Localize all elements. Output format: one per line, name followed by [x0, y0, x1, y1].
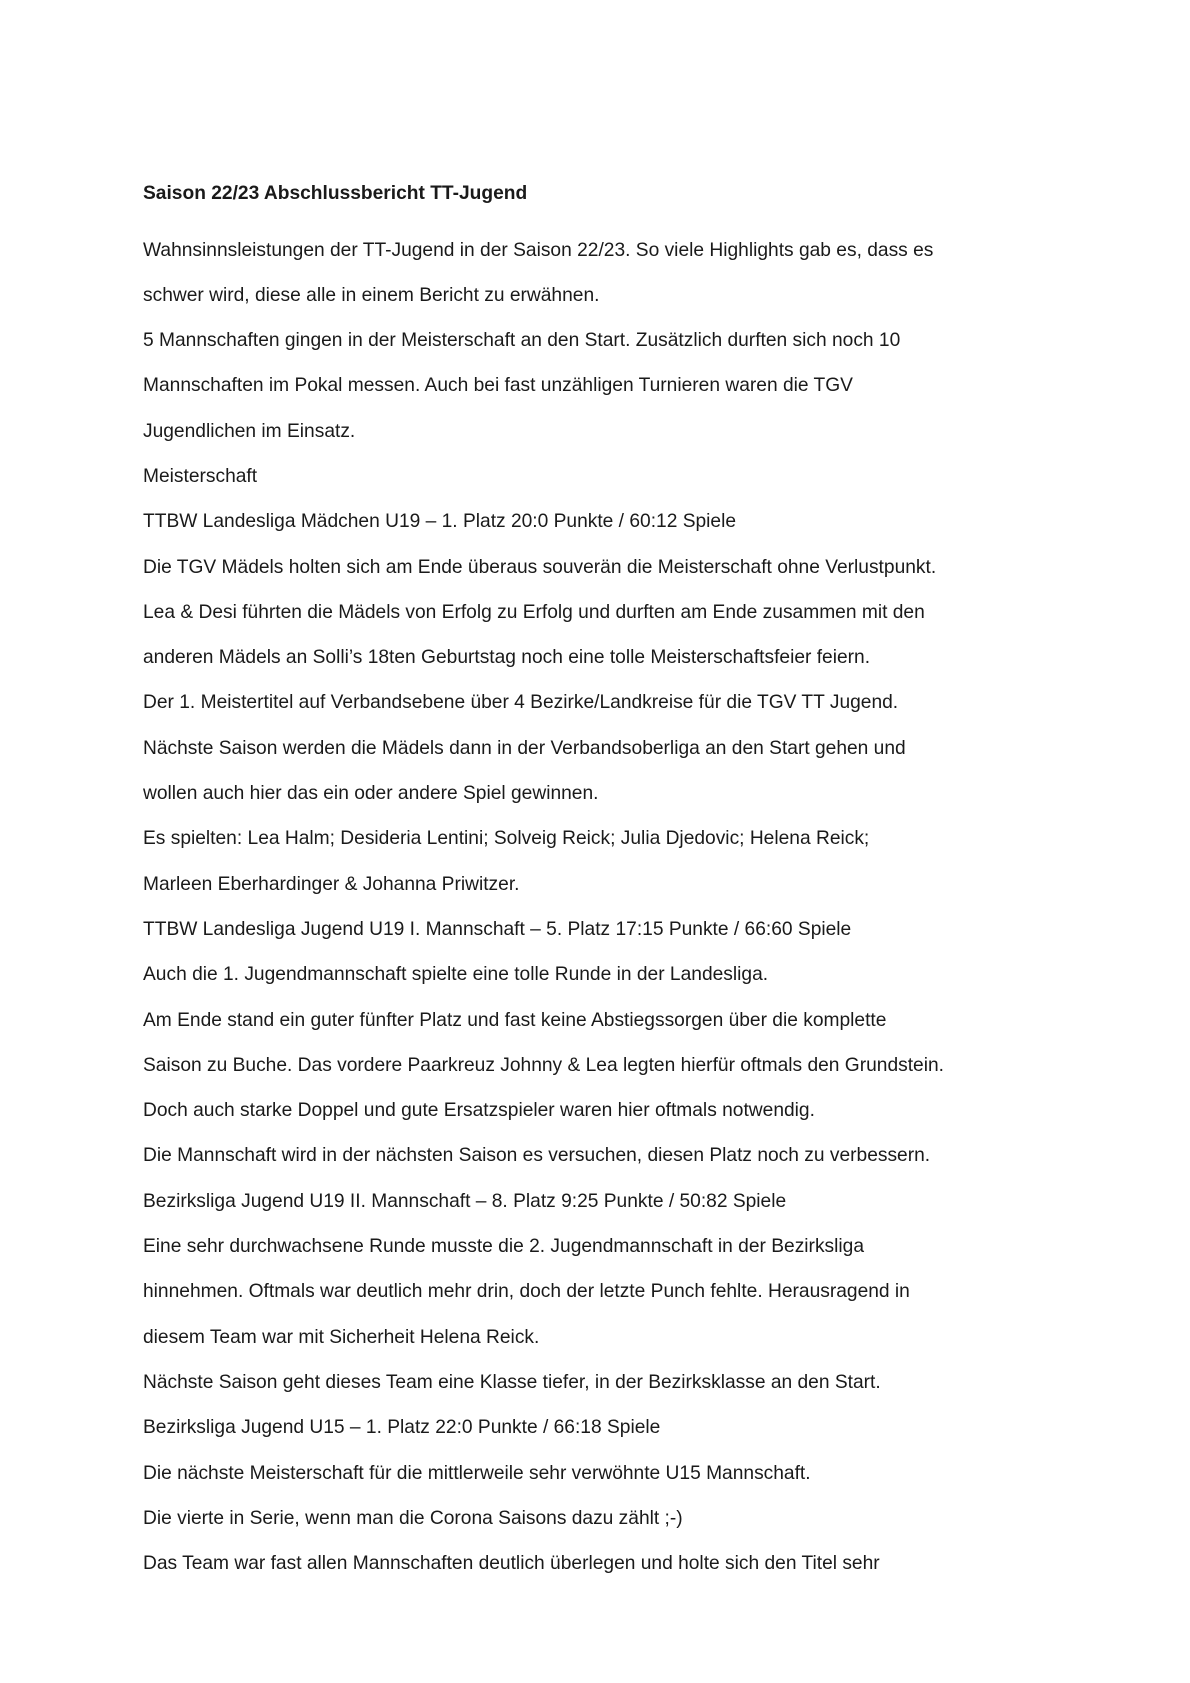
- text-line: diesem Team war mit Sicherheit Helena Reick.: [143, 1326, 540, 1348]
- text-line: Doch auch starke Doppel und gute Ersatzspieler waren hier oftmals notwendig.: [143, 1100, 815, 1122]
- text-line: Wahnsinnsleistungen der TT-Jugend in der Saison 22/23. So viele Highlights gab es, dass es: [143, 239, 934, 261]
- text-line: Nächste Saison geht dieses Team eine Klasse tiefer, in der Bezirksklasse an den Start.: [143, 1371, 881, 1393]
- text-line: Der 1. Meistertitel auf Verbandsebene über 4 Bezirke/Landkreise für die TGV TT Jugend.: [143, 692, 899, 714]
- text-line: Nächste Saison werden die Mädels dann in der Verbandsoberliga an den Start gehen und: [143, 737, 906, 759]
- section-heading-meisterschaft: Meisterschaft: [143, 465, 258, 487]
- team-result-heading: TTBW Landesliga Jugend U19 I. Mannschaft – 5. Platz 17:15 Punkte / 66:60 Spiele: [143, 918, 852, 940]
- team-result-heading: Bezirksliga Jugend U15 – 1. Platz 22:0 Punkte / 66:18 Spiele: [143, 1417, 661, 1439]
- text-line: Saison zu Buche. Das vordere Paarkreuz Johnny & Lea legten hierfür oftmals den Grundstein.: [143, 1054, 944, 1076]
- document-body: [143, 183, 1043, 1586]
- text-line: Die nächste Meisterschaft für die mittlerweile sehr verwöhnte U15 Mannschaft.: [143, 1462, 811, 1484]
- text-line: Auch die 1. Jugendmannschaft spielte eine tolle Runde in der Landesliga.: [143, 964, 769, 986]
- text-line: Am Ende stand ein guter fünfter Platz und fast keine Abstiegssorgen über die komplette: [143, 1009, 887, 1031]
- text-line: Jugendlichen im Einsatz.: [143, 420, 356, 442]
- team-result-heading: Bezirksliga Jugend U19 II. Mannschaft – 8. Platz 9:25 Punkte / 50:82 Spiele: [143, 1190, 787, 1212]
- text-line: Das Team war fast allen Mannschaften deutlich überlegen und holte sich den Titel sehr: [143, 1553, 880, 1575]
- players-line: Es spielten: Lea Halm; Desideria Lentini; Solveig Reick; Julia Djedovic; Helena Reick;: [143, 828, 870, 850]
- text-line: wollen auch hier das ein oder andere Spiel gewinnen.: [143, 783, 599, 805]
- team-result-heading: TTBW Landesliga Mädchen U19 – 1. Platz 20:0 Punkte / 60:12 Spiele: [143, 511, 737, 533]
- document-title: Saison 22/23 Abschlussbericht TT-Jugend: [143, 183, 528, 204]
- text-line: Mannschaften im Pokal messen. Auch bei fast unzähligen Turnieren waren die TGV: [143, 375, 853, 397]
- text-line: Eine sehr durchwachsene Runde musste die 2. Jugendmannschaft in der Bezirksliga: [143, 1236, 865, 1258]
- text-line: 5 Mannschaften gingen in der Meisterschaft an den Start. Zusätzlich durften sich noch 10: [143, 330, 901, 352]
- text-line: schwer wird, diese alle in einem Bericht zu erwähnen.: [143, 284, 600, 306]
- text-line: Die TGV Mädels holten sich am Ende überaus souverän die Meisterschaft ohne Verlustpunkt.: [143, 556, 937, 578]
- text-line: Die Mannschaft wird in der nächsten Saison es versuchen, diesen Platz noch zu verbessern.: [143, 1145, 931, 1167]
- text-line: Lea & Desi führten die Mädels von Erfolg zu Erfolg und durften am Ende zusammen mit den: [143, 601, 925, 623]
- text-line: Die vierte in Serie, wenn man die Corona Saisons dazu zählt ;-): [143, 1507, 683, 1529]
- text-line: anderen Mädels an Solli’s 18ten Geburtstag noch eine tolle Meisterschaftsfeier feiern.: [143, 647, 871, 669]
- text-line: hinnehmen. Oftmals war deutlich mehr drin, doch der letzte Punch fehlte. Herausragend in: [143, 1281, 910, 1303]
- players-line: Marleen Eberhardinger & Johanna Priwitzer.: [143, 873, 520, 895]
